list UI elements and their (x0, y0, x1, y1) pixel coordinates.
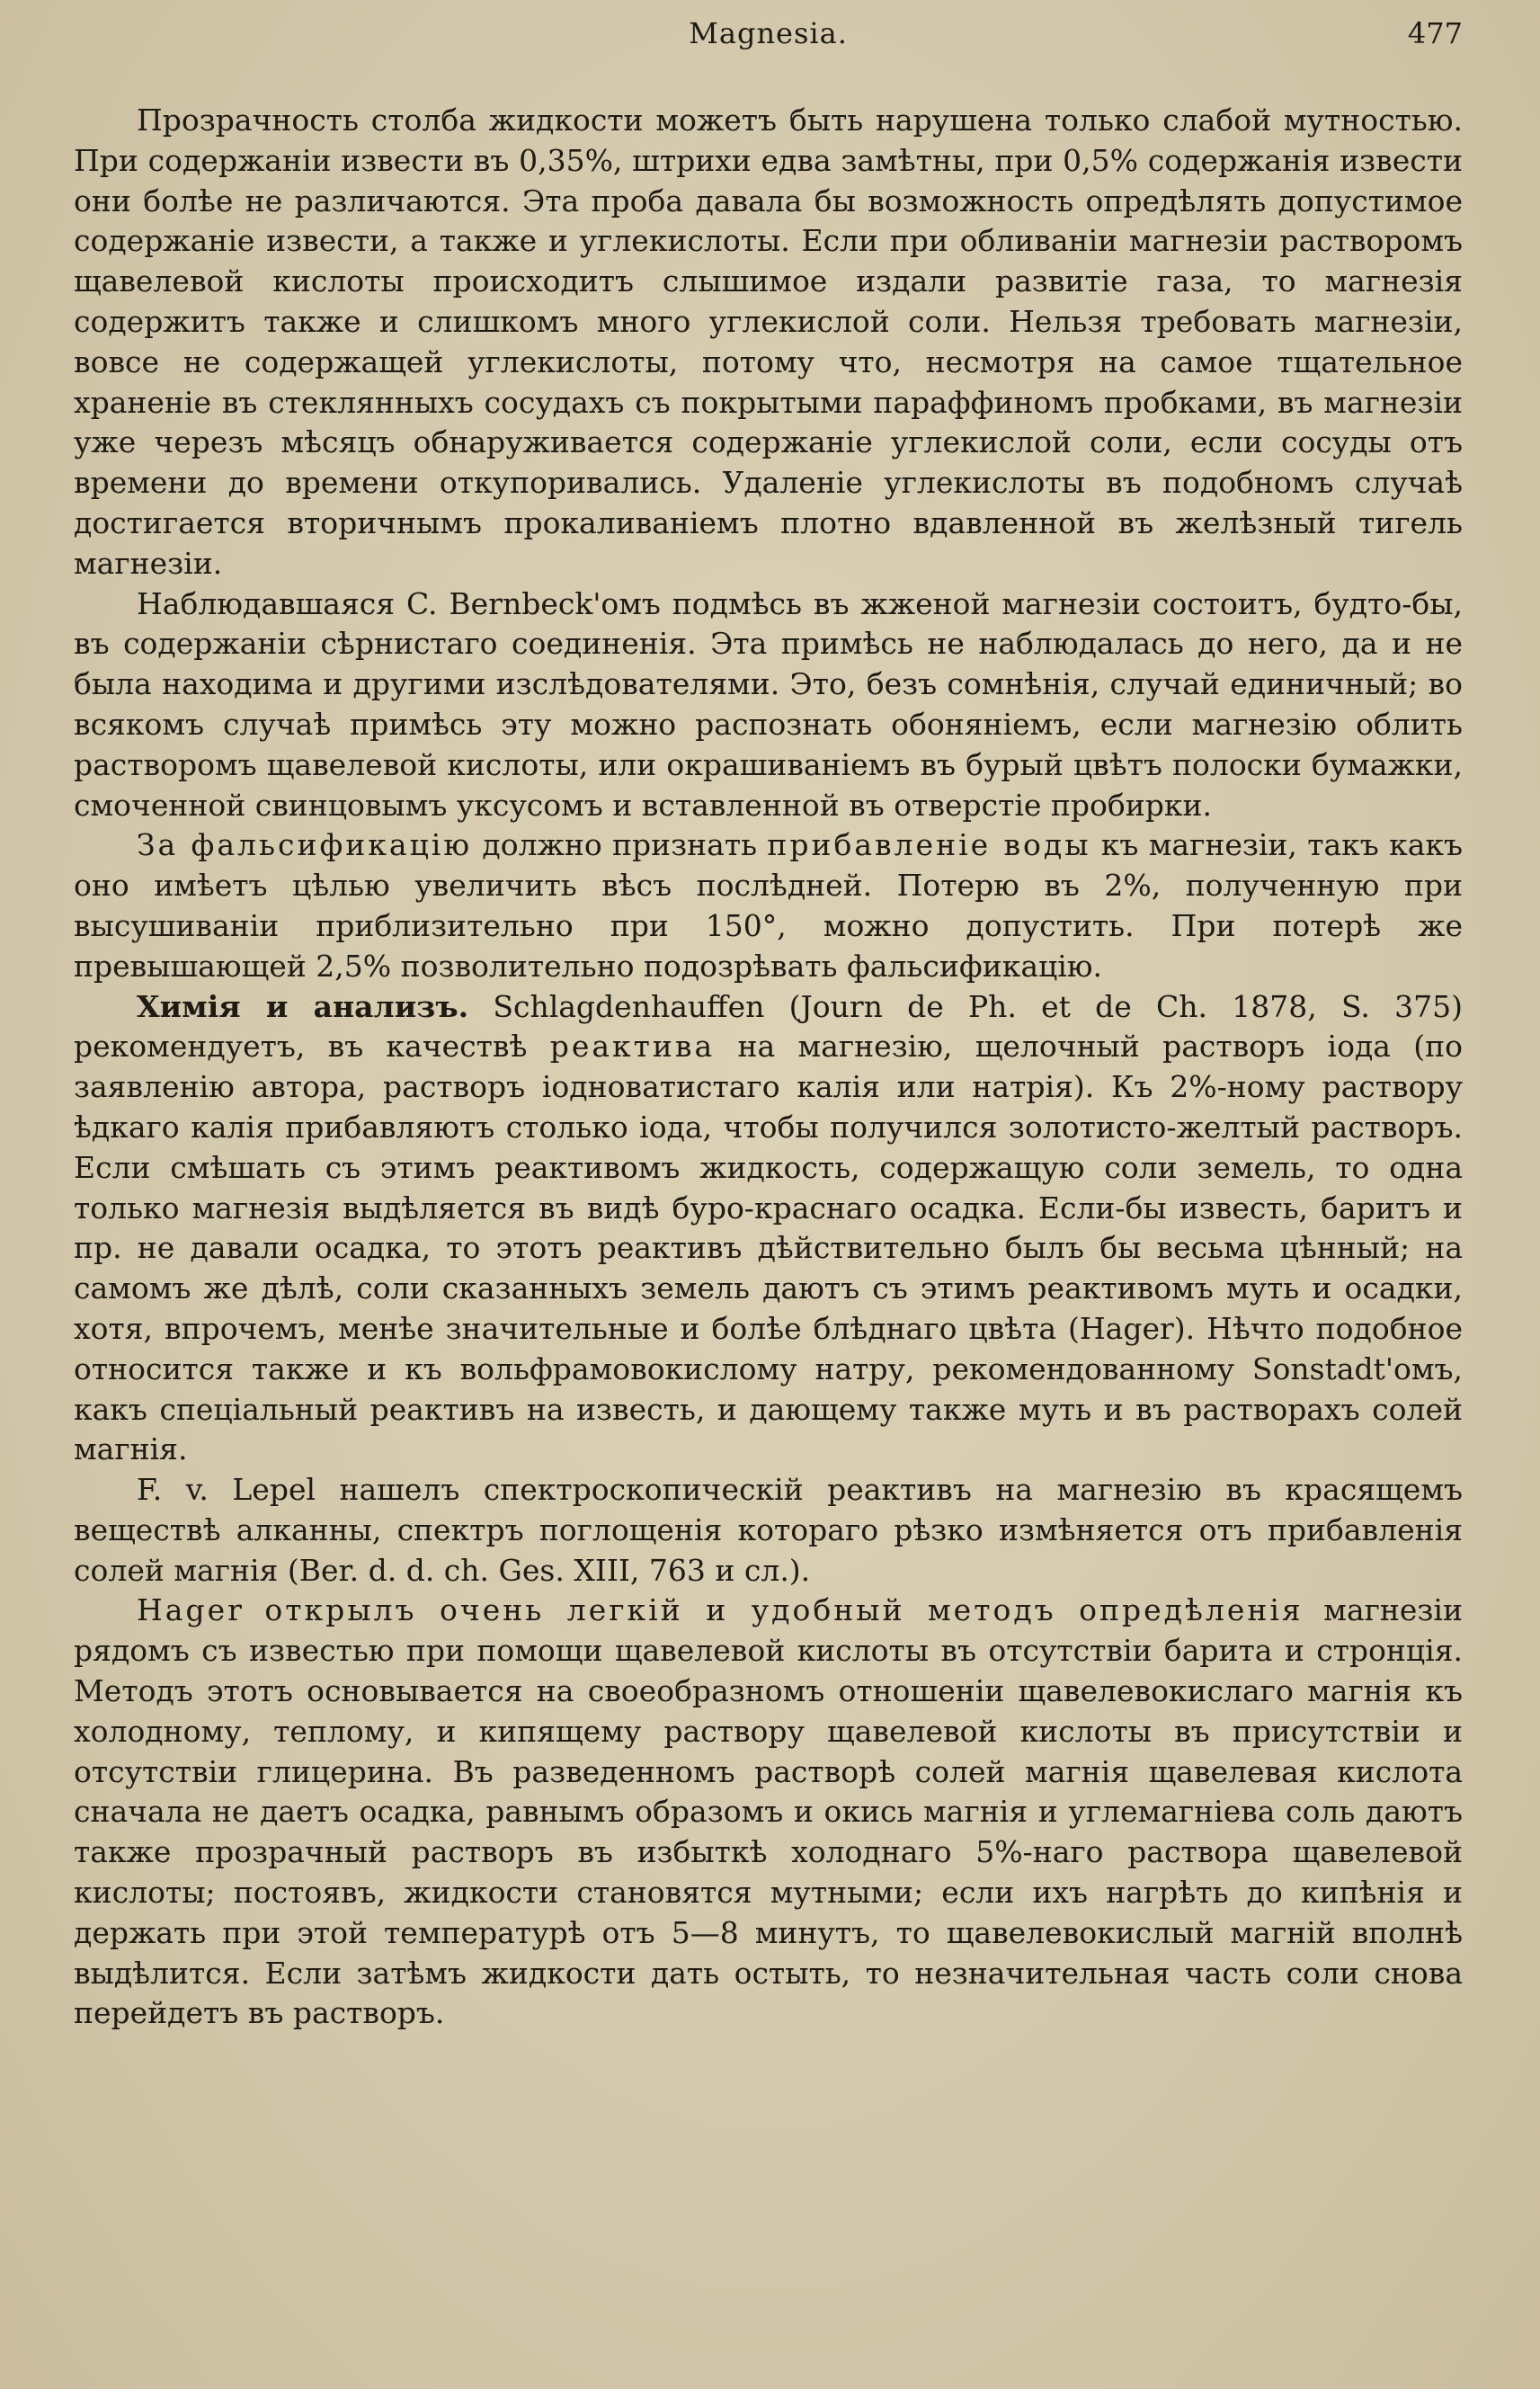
spaced-text: Hager (137, 1592, 245, 1628)
page-header (74, 5, 1463, 63)
body-text (74, 101, 1463, 2034)
running-title: Magnesia. (689, 16, 848, 50)
paragraph (74, 1470, 1463, 1591)
text-segment: магнезіи рядомъ съ известью при помощи щавелевой кислоты въ отсутствіи барита и стронція. Методъ этотъ основывается на своеобразномъ отношеніи щавелевокислаго магнія къ холодному, теплому, и кипящему раствору щавелевой кислоты въ присутствіи и отсутствіи глицерина. Въ разведенномъ растворѣ солей магнія щавелевая кислота сначала не даетъ осадка, равнымъ образомъ и окись магнія и углемагніева соль даютъ также прозрачный растворъ въ избыткѣ холоднаго 5%-наго раствора щавелевой кислоты; постоявъ, жидкости становятся мутными; если ихъ нагрѣть до кипѣнія и держать при этой температурѣ отъ 5—8 минутъ, то щавелевокислый магній вполнѣ выдѣлится. Если затѣмъ жидкости дать остыть, то незначительная часть соли снова перейдетъ въ растворъ. (74, 1592, 1463, 2031)
text-segment: Schlagdenhauffen (Journ de Ph. et de Ch. 1878, S. 375) рекомендуетъ, въ качествѣ (74, 988, 1463, 1065)
paragraph (74, 101, 1463, 584)
section-heading: Химія и анализъ. (137, 988, 469, 1024)
text-segment: F. v. Lepel нашелъ спектроскопическій реактивъ на магнезію въ красящемъ веществѣ алканны, спектръ поглощенія котораго рѣзко измѣняется отъ прибавленія солей магнія (Ber. d. d. ch. Ges. XIII, 763 и сл.). (74, 1472, 1463, 1588)
text-segment: должно признать (472, 827, 768, 863)
paragraph (74, 1591, 1463, 2034)
page-number: 477 (1407, 16, 1463, 50)
spaced-text: открылъ очень легкій и удобный методъ опредѣленія (264, 1592, 1304, 1628)
text-segment: Наблюдавшаяся C. Bernbeck'омъ подмѣсь въ жженой магнезіи состоитъ, будто-бы, въ содержаніи сѣрнистаго соединенія. Эта примѣсь не наблюдалась до него, да и не была находима и другими изслѣдователями. Это, безъ сомнѣнія, случай единичный; во всякомъ случаѣ примѣсь эту можно распознать обоняніемъ, если магнезію облить растворомъ щавелевой кислоты, или окрашиваніемъ въ бурый цвѣтъ полоски бумажки, смоченной свинцовымъ уксусомъ и вставленной въ отверстіе пробирки. (74, 585, 1463, 823)
spaced-text: За фальсификацію (137, 827, 473, 863)
spaced-text: прибавленіе воды (767, 827, 1091, 863)
paragraph (74, 825, 1463, 986)
text-segment: Прозрачность столба жидкости можетъ быть нарушена только слабой мутностью. При содержаніи извести въ 0,35%, штрихи едва замѣтны, при 0,5% содержанія извести они болѣе не различаются. Эта проба давала бы возможность опредѣлять допустимое содержаніе извести, а также и углекислоты. Если при обливаніи магнезіи растворомъ щавелевой кислоты происходитъ слышимое издали развитіе газа, то магнезія содержитъ также и слишкомъ много углекислой соли. Нельзя требовать магнезіи, вовсе не содержащей углекислоты, потому что, несмотря на самое тщательное храненіе въ стеклянныхъ сосудахъ съ покрытыми параффиномъ пробками, въ магнезіи уже черезъ мѣсяцъ обнаруживается содержаніе углекислой соли, если сосуды отъ времени до времени откупоривались. Удаленіе углекислоты въ подобномъ случаѣ достигается вторичнымъ прокаливаніемъ плотно вдавленной въ желѣзный тигель магнезіи. (74, 103, 1463, 581)
text-segment: на магнезію, щелочный растворъ іода (по заявленію автора, растворъ іодноватистаго калія или натрія). Къ 2%-ному раствору ѣдкаго калія прибавляютъ столько іода, чтобы получился золотисто-желтый растворъ. Если смѣшать съ этимъ реактивомъ жидкость, содержащую соли земель, то одна только магнезія выдѣляется въ видѣ буро-краснаго осадка. Если-бы известь, баритъ и пр. не давали осадка, то этотъ реактивъ дѣйствительно былъ бы весьма цѣнный; на самомъ же дѣлѣ, соли сказанныхъ земель даютъ съ этимъ реактивомъ муть и осадки, хотя, впрочемъ, менѣе значительные и болѣе блѣднаго цвѣта (Hager). Нѣчто подобное относится также и къ вольфрамовокислому натру, рекомендованному Sonstadt'омъ, какъ спеціальный реактивъ на известь, и дающему также муть и въ растворахъ солей магнія. (74, 1029, 1463, 1467)
paragraph (74, 987, 1463, 1471)
spaced-text: реактива (549, 1029, 716, 1065)
text-segment: къ магнезіи, такъ какъ оно имѣетъ цѣлью увеличить вѣсъ послѣдней. Потерю въ 2%, полученную при высушиваніи приблизительно при 150°, можно допустить. При потерѣ же превышающей 2,5% позволительно подозрѣвать фальсификацію. (74, 827, 1463, 984)
paragraph (74, 584, 1463, 826)
text-segment (245, 1592, 265, 1627)
